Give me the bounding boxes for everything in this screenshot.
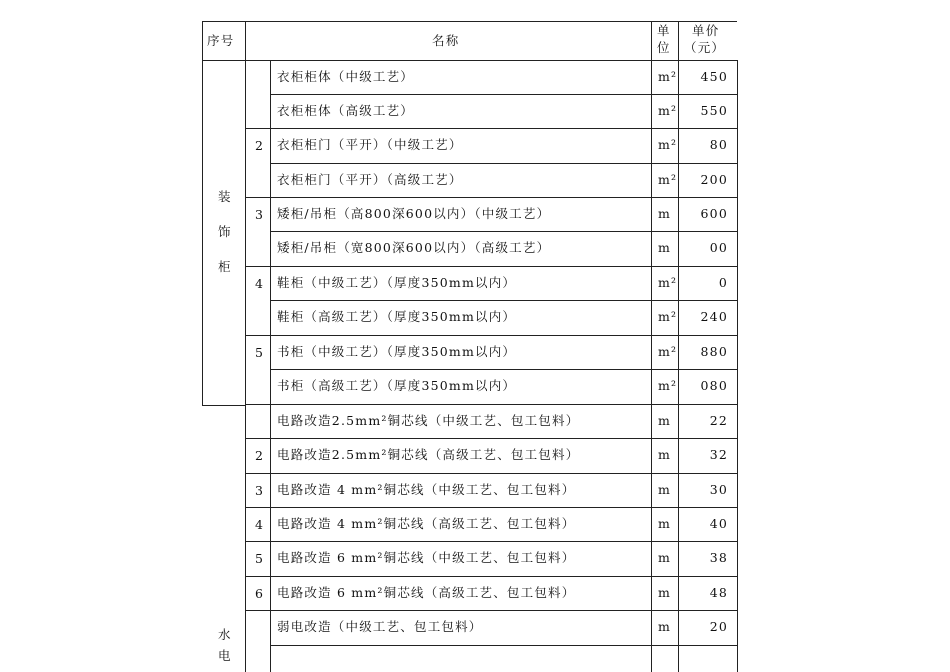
row-number: 4 <box>255 517 265 532</box>
row-unit: m² <box>658 275 678 290</box>
row-unit: m <box>658 206 672 221</box>
no-divider <box>270 60 271 672</box>
row-number: 5 <box>255 551 265 566</box>
header-name: 名称 <box>432 33 460 48</box>
row-price: 0 <box>718 275 728 290</box>
row-divider <box>245 266 737 267</box>
row-number: 3 <box>255 483 265 498</box>
row-name: 衣柜柜体（中级工艺） <box>277 69 415 84</box>
header-divider <box>245 21 246 61</box>
header-price-line1: 单价 <box>692 23 720 38</box>
row-divider <box>270 163 737 164</box>
row-name: 电路改造 6 mm²铜芯线（高级工艺、包工包料） <box>277 585 576 600</box>
row-price: 38 <box>709 550 728 565</box>
row-name: 矮柜/吊柜（高800深600以内）（中级工艺） <box>277 206 551 221</box>
row-price: 080 <box>700 378 728 393</box>
row-divider <box>270 369 737 370</box>
row-name: 电路改造 4 mm²铜芯线（高级工艺、包工包料） <box>277 516 576 531</box>
row-name: 鞋柜（高级工艺）（厚度350mm以内） <box>277 309 517 324</box>
row-unit: m <box>658 516 672 531</box>
table-border-left <box>202 21 203 405</box>
row-name: 电路改造 4 mm²铜芯线（中级工艺、包工包料） <box>277 482 576 497</box>
row-unit: m <box>658 447 672 462</box>
row-price: 48 <box>709 585 728 600</box>
row-number: 2 <box>255 448 265 463</box>
section-divider <box>202 405 245 406</box>
row-name: 矮柜/吊柜（宽800深600以内）（高级工艺） <box>277 240 551 255</box>
category-divider <box>245 405 246 672</box>
row-name: 衣柜柜门（平开）（中级工艺） <box>277 137 463 152</box>
row-divider <box>270 300 737 301</box>
row-number: 3 <box>255 207 265 222</box>
row-unit: m² <box>658 378 678 393</box>
row-unit: m <box>658 550 672 565</box>
row-price: 80 <box>709 137 728 152</box>
row-unit: m² <box>658 344 678 359</box>
row-unit: m <box>658 482 672 497</box>
table-border-top <box>202 21 737 22</box>
row-divider <box>245 473 737 474</box>
category-char: 装 <box>218 189 232 204</box>
row-price: 880 <box>700 344 728 359</box>
row-name: 电路改造2.5mm²铜芯线（高级工艺、包工包料） <box>277 447 580 462</box>
category-divider <box>245 60 246 405</box>
row-price: 450 <box>700 69 728 84</box>
category-char: 电 <box>218 648 232 663</box>
row-price: 550 <box>700 103 728 118</box>
row-unit: m <box>658 413 672 428</box>
row-unit: m² <box>658 309 678 324</box>
row-divider <box>270 645 737 646</box>
row-name: 电路改造2.5mm²铜芯线（中级工艺、包工包料） <box>277 413 580 428</box>
row-unit: m <box>658 240 672 255</box>
row-name: 电路改造 6 mm²铜芯线（中级工艺、包工包料） <box>277 550 576 565</box>
row-price: 240 <box>700 309 728 324</box>
row-unit: m² <box>658 69 678 84</box>
table-border-right <box>737 60 738 672</box>
row-price: 22 <box>709 413 728 428</box>
row-number: 2 <box>255 138 265 153</box>
header-seq: 序号 <box>207 33 235 48</box>
row-price: 600 <box>700 206 728 221</box>
row-divider <box>270 231 737 232</box>
header-border <box>202 60 737 61</box>
row-name: 弱电改造（中级工艺、包工包料） <box>277 619 483 634</box>
row-price: 20 <box>709 619 728 634</box>
row-number: 5 <box>255 345 265 360</box>
category-char: 水 <box>218 627 232 642</box>
row-name: 衣柜柜体（高级工艺） <box>277 103 415 118</box>
row-divider <box>245 438 737 439</box>
row-name: 衣柜柜门（平开）（高级工艺） <box>277 172 463 187</box>
row-unit: m² <box>658 103 678 118</box>
row-name: 鞋柜（中级工艺）（厚度350mm以内） <box>277 275 517 290</box>
row-divider <box>245 404 737 405</box>
row-divider <box>245 541 737 542</box>
header-price-line2: （元） <box>684 40 726 55</box>
row-number: 6 <box>255 586 265 601</box>
row-divider <box>245 507 737 508</box>
name-divider <box>651 21 652 672</box>
row-divider <box>245 128 737 129</box>
header-unit-line2: 位 <box>657 40 671 55</box>
row-price: 30 <box>709 482 728 497</box>
row-price: 200 <box>700 172 728 187</box>
row-divider <box>270 94 737 95</box>
category-char: 柜 <box>218 259 232 274</box>
row-unit: m <box>658 619 672 634</box>
unit-divider <box>678 21 679 672</box>
header-unit-line1: 单 <box>657 23 671 38</box>
row-divider <box>245 197 737 198</box>
row-price: 40 <box>709 516 728 531</box>
row-divider <box>245 576 737 577</box>
row-name: 书柜（中级工艺）（厚度350mm以内） <box>277 344 517 359</box>
row-name: 书柜（高级工艺）（厚度350mm以内） <box>277 378 517 393</box>
row-unit: m² <box>658 137 678 152</box>
category-char: 饰 <box>218 224 232 239</box>
row-divider <box>245 610 737 611</box>
row-divider <box>245 335 737 336</box>
row-price: 00 <box>709 240 728 255</box>
row-unit: m <box>658 585 672 600</box>
row-number: 4 <box>255 276 265 291</box>
row-price: 32 <box>709 447 728 462</box>
row-unit: m² <box>658 172 678 187</box>
